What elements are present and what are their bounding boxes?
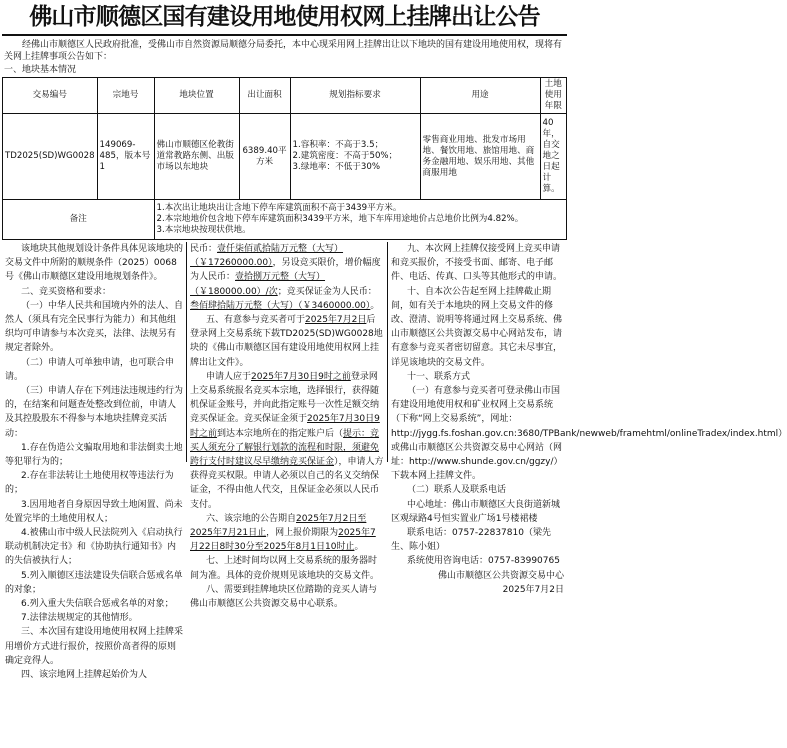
paragraph <box>190 313 384 370</box>
indicator-item: 1.容积率：不高于3.5； <box>292 140 384 150</box>
date: 2025年7月22日8时30分至2025年8月1日10时止 <box>190 528 376 553</box>
body-columns <box>2 242 787 681</box>
cell-area: 6389.40平方米 <box>239 114 290 200</box>
text: ；竞买保证金为人民币： <box>277 286 377 297</box>
paragraph: （二）联系人及联系电话 <box>407 485 507 496</box>
cell-parcel-no: 149069-485，版本号1 <box>97 114 154 200</box>
tip: 提示：竞买人须充分了解银行划款的流程和时限，须避免跨行支付时建议尽早缴纳竞买保证金 <box>190 428 380 468</box>
paragraph: 5.列入顺德区违法建设失信联合惩戒名单的对象； <box>5 570 183 595</box>
indicator-item: 3.绿地率：不低于30% <box>292 162 381 172</box>
notes-label: 备注 <box>3 200 155 240</box>
date: 2025年7月2日 <box>305 315 367 326</box>
deposit: 叁佰肆拾陆万元整（大写）（￥3460000.00） <box>190 300 371 311</box>
paragraph <box>190 370 384 512</box>
paragraph: 6.列入重大失信联合惩戒名单的对象； <box>21 599 174 610</box>
note-item: 1.本次出让地块出让含地下停车库建筑面积不高于3439平方米。 <box>156 203 402 213</box>
paragraph <box>190 512 384 555</box>
text: 后登录网上交易系统下载TD2025(SD)WG0028地块的《佛山市顺德区国有建设用地使用权网上挂牌出让文件》。 <box>190 315 383 368</box>
notes-row <box>3 200 567 240</box>
header-trade-code: 交易编号 <box>3 78 98 114</box>
cell-use: 零售商业用地、批发市场用地、餐饮用地、旅馆用地、商务金融用地、娱乐用地、其他商服用地 <box>420 114 540 200</box>
text: 到达本宗地所在的指定账户后（ <box>217 428 344 439</box>
start-price: 壹仟柒佰贰拾陆万元整（大写）（￥17260000.00） <box>190 244 344 269</box>
notes-cell <box>154 200 566 240</box>
header-parcel-no: 宗地号 <box>97 78 154 114</box>
paragraph: 九、本次网上挂牌仅接受网上竞买申请和竞买报价，不接受书面、邮寄、电子邮件、电话、传真、口头等其他形式的申请。 <box>391 244 563 283</box>
table-row <box>3 114 567 200</box>
price-paragraph <box>190 242 384 313</box>
section-heading: 一、地块基本情况 <box>4 65 77 75</box>
section-heading: 十一、联系方式 <box>407 371 471 382</box>
column-right <box>388 242 787 595</box>
parcel-table <box>2 77 567 240</box>
column-left <box>2 242 187 681</box>
text: ，另设竞买限价，增价幅度为人民币： <box>190 258 381 283</box>
date: 2025年7月2日至2025年7月21日止 <box>190 513 367 539</box>
paragraph: 七、上述时间均以网上交易系统的服务器时间为准。具体的竞价规则见该地块的交易文件。 <box>190 556 380 581</box>
text: ，网上报价期限为 <box>266 528 339 539</box>
text: 五、有意参与竞买者可于 <box>206 315 306 326</box>
cell-indicators <box>290 114 420 200</box>
paragraph: （二）申请人可单独申请，也可联合申请。 <box>5 357 175 382</box>
header-area: 出让面积 <box>239 78 290 114</box>
header-use: 用途 <box>420 78 540 114</box>
text: 。 <box>370 300 380 311</box>
paragraph: （三）申请人存在下列违法违规违约行为的，在结案和问题查处整改到位前，申请人及其控股股东不得参与本地块挂牌竞买活动： <box>5 386 184 439</box>
paragraph: 三、本次国有建设用地使用权网上挂牌采用增价方式进行报价，按照价高者得的原则确定竞得人。 <box>5 627 184 666</box>
section-heading: 二、竞买资格和要求： <box>21 286 112 297</box>
paragraph: 该地块其他规划设计条件具体见该地块的交易文件中所附的顺规条件（2025）0068号《佛山市顺德区建设用地规划条件》。 <box>5 244 184 283</box>
paragraph: 十、自本次公告起至网上挂牌截止期间，如有关于本地块的网上交易文件的修改、澄清、说明等将通过网上交易系统、佛山市顺德区公共资源交易中心网站发布，请有意参与竞买者密切留意。其它未尽事宜，详见该地块的交易文件。 <box>391 286 563 368</box>
note-item: 2.本宗地地价包含地下停车库建筑面积3439平方米，地下车库用途地价占总地价比例为4.82%。 <box>156 214 524 224</box>
address: 中心地址：佛山市顺德区大良街道新城区观绿路4号恒实置业广场1号楼裙楼 <box>391 499 561 524</box>
paragraph: 7.法律法规规定的其他情形。 <box>21 613 138 624</box>
phone: 系统使用咨询电话：0757-83990765 <box>407 556 560 567</box>
paragraph: 4.被佛山市中级人民法院列入《启动执行联动机制决定书》和《协助执行通知书》内的失信被执行人； <box>5 528 183 567</box>
column-middle <box>187 242 388 610</box>
table-header-row <box>3 78 567 114</box>
text: ），申请人方获得竞买权限。申请人必须以自己的名义交纳保证金，不得由他人代交，且保证金必须以人民币支付。 <box>190 457 384 510</box>
header-location: 地块位置 <box>154 78 239 114</box>
issuer: 佛山市顺德区公共资源交易中心 <box>437 570 564 581</box>
header-indicators: 规划指标要求 <box>290 78 420 114</box>
paragraph: 八、需要到挂牌地块区位踏勘的竞买人请与佛山市顺德区公共资源交易中心联系。 <box>190 584 378 610</box>
note-item: 3.本宗地块按现状供地。 <box>156 225 251 235</box>
phone: 联系电话：0757-22837810（梁先生、陈小姐） <box>391 528 551 553</box>
paragraph: 2.存在非法转让土地使用权等违法行为的； <box>5 471 174 496</box>
intro-paragraph: 经佛山市顺德区人民政府批准，受佛山市自然资源局顺德分局委托，本中心现采用网上挂牌出让以下地块的国有建设用地使用权，现将有关网上挂牌事项公告如下： <box>4 40 563 62</box>
text: 。 <box>354 542 364 553</box>
deadline: 2025年7月30日9时之前 <box>251 371 351 382</box>
deadline: 2025年7月30日9时之前 <box>190 414 380 439</box>
increment: 壹拾捌万元整（大写）（￥180000.00）/次 <box>190 272 326 297</box>
page-title: 佛山市顺德区国有建设用地使用权网上挂牌出让公告 <box>2 0 567 36</box>
paragraph: 3.因用地者自身原因导致土地闲置、尚未处置完毕的土地使用权人； <box>5 499 183 524</box>
text: 六、该宗地的公告期自 <box>206 513 297 524</box>
issue-date: 2025年7月2日 <box>502 584 564 595</box>
paragraph: （一）有意参与竞买者可登录佛山市国有建设用地使用权和矿业权网上交易系统（下称“网上交易系统”，网址：http://jygg.fs.foshan.gov.cn:3680/TPBank/newweb/framehtml/onlineTradex/index.html）或佛山市顺德区公共资源交易中心网站（网址：http://www.shunde.gov.cn/ggzy/）下载本网上挂牌文件。 <box>391 386 787 482</box>
cell-location: 佛山市顺德区伦教街道常教路东侧、出版市场以东地块 <box>154 114 239 200</box>
paragraph: 1.存在伪造公文骗取用地和非法倒卖土地等犯罪行为的； <box>5 442 183 468</box>
indicator-item: 2.建筑密度：不高于50%； <box>292 151 398 161</box>
text: 民币： <box>190 244 218 254</box>
header-term: 土地使用年限 <box>540 78 566 114</box>
cell-term: 40年，自交地之日起计算。 <box>540 114 566 200</box>
cell-trade-code: TD2025(SD)WG0028 <box>3 114 98 200</box>
text: 登录网上交易系统报名竞买本宗地，选择银行，获得随机保证金账号，并向此指定账号一次性足额交纳竞买保证金。竞买保证金须于 <box>190 371 380 425</box>
text: 申请人应于 <box>206 371 252 382</box>
paragraph: （一）中华人民共和国境内外的法人、自然人（须具有完全民事行为能力）和其他组织均可申请参与本次竞买，法律、法规另有规定者除外。 <box>5 300 184 354</box>
paragraph: 四、该宗地网上挂牌起始价为人 <box>21 670 148 681</box>
